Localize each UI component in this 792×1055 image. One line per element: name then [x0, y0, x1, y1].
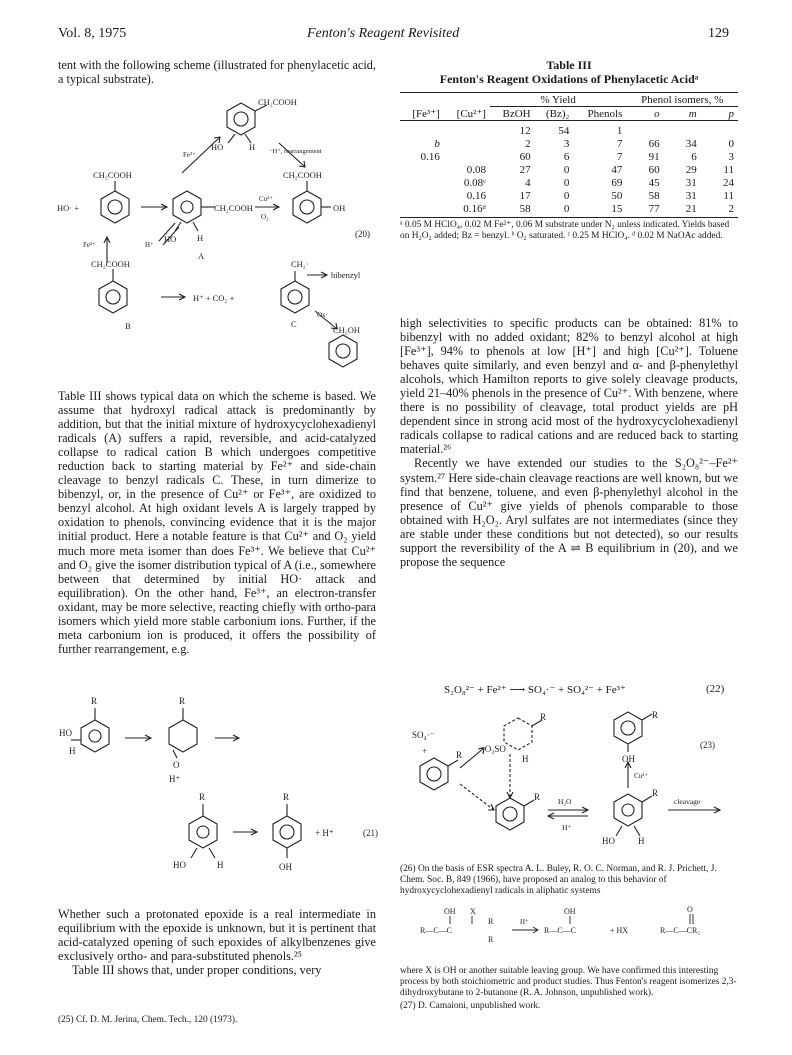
- table-cell: 0.08ᶜ: [463, 176, 486, 189]
- svg-text:+: +: [422, 746, 428, 756]
- table-cell: 27: [519, 163, 531, 176]
- table-cell: 47: [611, 163, 623, 176]
- svg-text:R: R: [179, 696, 186, 706]
- table-cell: 0: [563, 189, 570, 202]
- table-cell: 0: [728, 137, 734, 150]
- table-cell: 17: [519, 189, 531, 202]
- svg-text:HO: HO: [211, 142, 224, 152]
- svg-text:HO: HO: [59, 728, 72, 738]
- svg-text:R: R: [652, 710, 659, 720]
- table-cell: [400, 202, 444, 218]
- svg-text:R—C—C: R—C—C: [420, 926, 453, 935]
- svg-text:Cu²⁺: Cu²⁺: [259, 195, 273, 203]
- svg-text:H⁺ + CO₂ +: H⁺ + CO₂ +: [193, 293, 235, 303]
- svg-text:O: O: [173, 760, 180, 770]
- svg-text:H⁺: H⁺: [520, 918, 529, 926]
- svg-text:CH₂COOH: CH₂COOH: [91, 259, 130, 269]
- svg-text:Cu²⁺: Cu²⁺: [634, 772, 648, 780]
- footnotes-right: where X is OH or another suitable leaving group. We have confirmed this interesting process by both stoichiometric and product studies. Thus Fenton's reagent isomerizes 2,3-dihydroxybutane to 2-butanone (R. A. Johnson, unpublished work). (27) D. Camaioni, unpublished work.: [400, 966, 737, 1011]
- svg-text:CH₂COOH: CH₂COOH: [258, 97, 297, 107]
- right-body-text: high selectivities to specific products can be obtained: 81% to bibenzyl with no added oxidant; 82% to benzyl alcohol at high [Fe³⁺], 94% to phenols at low [H⁺] and high [Cu²⁺]. Toluene behaves quite similarly, and even benzyl and α- and β-phenylethyl alcohols, which Hamilton reports to give solely cleavage products, yield 21–40% phenols in the presence of Cu²⁺. With benzene, where there is no possibility of cleavage, total product yields are pH dependent since in strong acid most of the hydroxycyclohexadienyl radicals collapse to radical cations and are reduced back to starting material.²⁶ Recently we have extended our studies to the S₂O₈²⁻–Fe²⁺ system.²⁷ Here side-chain cleavage reactions are well known, but we find that benzene, toluene, and even β-phenylethyl alcohol in the presence of Cu²⁺ give yields of phenols comparable to those obtained with H₂O₂. Aryl sulfates are not intermediates (since they are stable under these conditions but not detected), so our results support the reversibility of the A ⇌ B equilibrium in (20), and we propose the sequence: [400, 316, 738, 569]
- svg-text:(21): (21): [363, 828, 378, 838]
- table-cell: 31: [685, 189, 697, 202]
- scheme-23-diagram: [398, 706, 738, 858]
- scheme-20-diagram: [55, 95, 385, 377]
- svg-text:OH: OH: [444, 907, 456, 916]
- svg-text:O₂: O₂: [261, 213, 269, 221]
- scheme-20-number: (20): [355, 229, 370, 239]
- svg-text:R—C—C: R—C—C: [544, 926, 577, 935]
- table-row: [400, 150, 738, 163]
- table-cell: 0: [535, 202, 574, 218]
- table-cell: 58: [648, 189, 660, 202]
- svg-text:CH₂COOH: CH₂COOH: [93, 170, 132, 180]
- footnote-25: (25) Cf. D. M. Jerina, Chem. Tech., 120 (1973).: [58, 1015, 238, 1025]
- table-cell: 66: [648, 137, 660, 150]
- footnote-26: (26) On the basis of ESR spectra A. L. Buley, R. O. C. Norman, and R. J. Prichett, J. Chem. Soc. B, 849 (1966), have proposed an analog to this behavior of hydroxycyclohexadienyl radicals in aliphatic systems: [400, 864, 717, 896]
- table-cell: 54: [558, 124, 570, 137]
- table-cell: [701, 121, 738, 138]
- intro-text: tent with the following scheme (illustrated for phenylacetic acid, a typical substrate).: [58, 58, 376, 87]
- table-cell: 0.16: [466, 189, 486, 202]
- table-cell: [444, 137, 490, 150]
- table-cell: 15: [573, 202, 626, 218]
- svg-text:R: R: [488, 917, 494, 926]
- svg-text:CH₂COOH: CH₂COOH: [283, 170, 322, 180]
- svg-text:Ox·: Ox·: [317, 311, 328, 319]
- svg-text:O: O: [687, 905, 693, 914]
- table-cell: 60: [519, 150, 531, 163]
- table-column-header: Phenols: [573, 107, 626, 121]
- table-cell: 29: [685, 163, 697, 176]
- table-cell: 0: [563, 163, 570, 176]
- table-cell: 0: [563, 176, 570, 189]
- svg-text:HO: HO: [164, 234, 177, 244]
- svg-text:B: B: [125, 321, 131, 331]
- table-subtitle: Fenton's Reagent Oxidations of Phenylacetic Acidᵃ: [439, 72, 699, 86]
- svg-text:SO₄·⁻: SO₄·⁻: [412, 730, 435, 740]
- table-cell: [400, 121, 444, 138]
- table-cell: 31: [685, 176, 697, 189]
- table-cell: 6: [563, 150, 570, 163]
- table-column-header: BzOH: [490, 107, 535, 121]
- footnote-26-scheme: [420, 902, 720, 946]
- table-cell: 1: [616, 124, 623, 137]
- table-column-header: [Cu²⁺]: [444, 107, 490, 121]
- svg-text:R: R: [652, 788, 659, 798]
- table-row: [400, 163, 738, 176]
- table-cell: 21: [664, 202, 701, 218]
- svg-text:C: C: [291, 319, 297, 329]
- svg-text:bibenzyl: bibenzyl: [331, 270, 361, 280]
- table-column-header: o: [626, 107, 663, 121]
- svg-text:Fe²⁺: Fe²⁺: [83, 241, 96, 249]
- body-paragraph-2: Whether such a protonated epoxide is a real intermediate in equilibrium with the epoxide is unknown, but it is pertinent that acid-catalyzed opening of such epoxides of alkylbenzenes give exclusively ortho- and para-substituted phenols.²⁵ Table III shows that, under proper conditions, very: [58, 907, 376, 978]
- svg-text:Fe³⁺: Fe³⁺: [183, 151, 196, 159]
- svg-text:H: H: [522, 754, 529, 764]
- table-cell: 11: [723, 163, 734, 176]
- svg-text:HO· +: HO· +: [57, 203, 80, 213]
- table-cell: 2: [701, 202, 738, 218]
- table-cell: 60: [648, 163, 660, 176]
- table-column-header: (Bz)₂: [535, 107, 574, 121]
- svg-text:H: H: [249, 142, 256, 152]
- svg-text:−H⁺, rearrangement: −H⁺, rearrangement: [269, 148, 322, 155]
- svg-text:H: H: [638, 836, 645, 846]
- svg-text:R—C—CR₂: R—C—CR₂: [660, 926, 701, 935]
- svg-text:HO: HO: [173, 860, 186, 870]
- table-cell: 45: [648, 176, 660, 189]
- svg-text:CH₂·: CH₂·: [291, 259, 309, 269]
- svg-text:cleavage: cleavage: [674, 797, 701, 806]
- svg-text:R: R: [540, 712, 547, 722]
- svg-text:H₂O: H₂O: [558, 797, 572, 806]
- header-title: Fenton's Reagent Revisited: [307, 26, 460, 41]
- table-iii: [400, 92, 738, 242]
- table-cell: [626, 121, 663, 138]
- table-row: [400, 189, 738, 202]
- svg-text:HO: HO: [602, 836, 615, 846]
- svg-text:H⁺: H⁺: [145, 241, 154, 249]
- table-cell: b: [434, 137, 440, 150]
- table-cell: 7: [616, 150, 623, 163]
- table-cell: [664, 121, 701, 138]
- svg-text:H: H: [217, 860, 224, 870]
- table-title: Table III: [546, 58, 592, 72]
- table-cell: 91: [648, 150, 660, 163]
- svg-text:H: H: [197, 233, 204, 243]
- header-volume: Vol. 8, 1975: [58, 26, 127, 41]
- table-row: [400, 137, 738, 150]
- table-cell: 6: [691, 150, 697, 163]
- table-cell: 0.08: [466, 163, 486, 176]
- table-cell: [400, 163, 444, 176]
- table-cell: [400, 189, 444, 202]
- table-cell: 12: [519, 124, 531, 137]
- table-cell: 3: [563, 137, 570, 150]
- svg-text:⁻O₃SO: ⁻O₃SO: [480, 744, 506, 754]
- table-cell: [400, 176, 444, 189]
- table-cell: 34: [685, 137, 697, 150]
- svg-text:CH₂OH: CH₂OH: [333, 325, 361, 335]
- body-paragraph-1: Table III shows typical data on which the scheme is based. We assume that hydroxyl radical attack is predominantly by addition, but that the initial mixture of hydroxycyclohexadienyl radicals (A) suffers a rapid, reversible, and acid-catalyzed collapse to radical cation B which undergoes competitive reduction back to starting material by Fe²⁺ and side-chain cleavage to benzyl radicals C. These, in turn dimerize to bibenzyl, or, in the presence of Cu²⁺ or Fe³⁺, are oxidized to benzyl alcohol. At high oxidant levels A is largely trapped by oxidation to phenols, convincing evidence that it is the major initial product. Here a notable feature is that Cu²⁺ and O₂ yield much more meta isomer than does Fe³⁺. We believe that Cu²⁺ and O₂ give the isomer distribution typical of A (i.e., somewhere between that determined by initial HO· attack and equilibration). On the other hand, Fe³⁺, an electron-transfer oxidant, may be more selective, reacting chiefly with ortho-para isomers which yield more stable carbonium ions. Further, if the meta carbonium ion is produced, it offers the possibility of further rearrangement, e.g.: [58, 389, 376, 656]
- svg-text:R: R: [534, 792, 541, 802]
- table-column-header: m: [664, 107, 701, 121]
- table-row: [400, 121, 738, 138]
- equation-22: S₂O₈²⁻ + Fe²⁺ ⟶ SO₄·⁻ + SO₄²⁻ + Fe³⁺: [444, 684, 626, 696]
- svg-text:OH: OH: [622, 754, 635, 764]
- table-column-header: p: [701, 107, 738, 121]
- table-cell: 50: [611, 189, 623, 202]
- svg-text:H⁺: H⁺: [169, 774, 181, 784]
- table-cell: 2: [525, 137, 531, 150]
- table-caption: [400, 58, 738, 86]
- table-row: [400, 176, 738, 189]
- svg-text:OH: OH: [333, 203, 346, 213]
- svg-text:H⁺: H⁺: [562, 823, 572, 832]
- table-footnote: ᵃ 0.05 M HClO₄, 0.02 M Fe²⁺, 0.06 M substrate under N₂ unless indicated. Yields based on H₂O₂ added; Bz = benzyl. ᵇ O₂ saturated. ᶜ 0.25 M HClO₄. ᵈ 0.02 M NaOAc added.: [400, 220, 730, 241]
- scheme-21-diagram: [55, 692, 385, 892]
- table-cell: [444, 121, 490, 138]
- table-cell: 58: [490, 202, 535, 218]
- svg-text:CH₂COOH: CH₂COOH: [214, 203, 253, 213]
- svg-text:+ H⁺: + H⁺: [315, 828, 334, 838]
- table-cell: 77: [626, 202, 663, 218]
- svg-text:H: H: [69, 746, 76, 756]
- table-row: [400, 202, 738, 218]
- svg-text:R: R: [91, 696, 98, 706]
- table-cell: 69: [611, 176, 623, 189]
- table-group-isomers: Phenol isomers, %: [626, 93, 738, 107]
- table-cell: 0.16: [420, 150, 440, 163]
- svg-text:OH: OH: [279, 862, 292, 872]
- table-cell: [444, 150, 490, 163]
- svg-text:OH: OH: [564, 907, 576, 916]
- table-cell: 3: [728, 150, 734, 163]
- svg-text:A: A: [198, 251, 205, 261]
- svg-text:R: R: [488, 935, 494, 944]
- table-group-yield: % Yield: [490, 93, 626, 107]
- equation-22-number: (22): [706, 683, 725, 695]
- table-cell: 4: [525, 176, 531, 189]
- table-cell: 0.16ᵈ: [444, 202, 490, 218]
- table-cell: 7: [616, 137, 623, 150]
- table-cell: 24: [723, 176, 734, 189]
- svg-text:X: X: [470, 907, 476, 916]
- header-page-number: 129: [708, 26, 729, 41]
- svg-text:+ HX: + HX: [610, 926, 629, 935]
- svg-text:R: R: [199, 792, 206, 802]
- table-column-header: [Fe³⁺]: [400, 107, 444, 121]
- svg-text:R: R: [283, 792, 290, 802]
- svg-text:(23): (23): [700, 740, 715, 750]
- svg-text:R: R: [456, 750, 463, 760]
- table-cell: 11: [723, 189, 734, 202]
